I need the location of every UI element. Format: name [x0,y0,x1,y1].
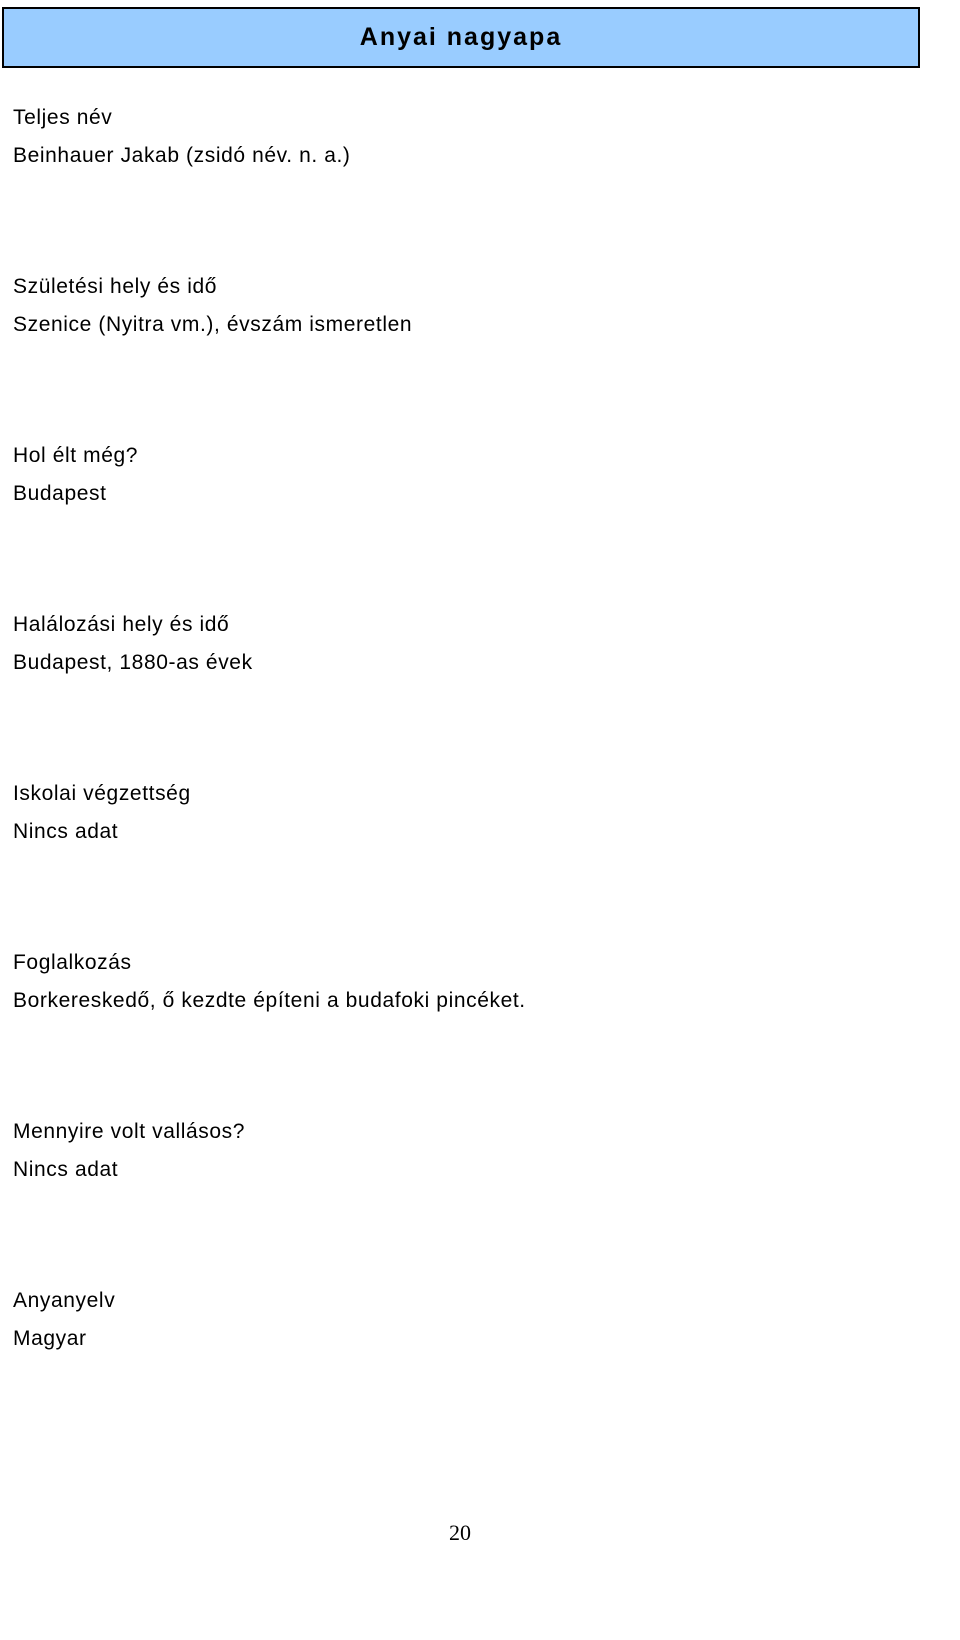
field-value: Beinhauer Jakab (zsidó név. n. a.) [13,144,351,167]
field-religiosity [13,1113,913,1189]
field-birth-place-date [13,268,913,344]
field-value: Nincs adat [13,1158,119,1181]
field-value: Borkereskedő, ő kezdte építeni a budafoki pincéket. [13,989,526,1012]
field-value: Budapest, 1880-as évek [13,651,253,674]
field-label: Anyanyelv [13,1289,116,1312]
field-label: Foglalkozás [13,951,132,974]
field-death-place-date [13,606,913,682]
field-label: Halálozási hely és idő [13,613,230,636]
field-label: Iskolai végzettség [13,782,191,805]
field-value: Szenice (Nyitra vm.), évszám ismeretlen [13,313,413,336]
field-full-name [13,99,913,175]
field-label: Teljes név [13,106,113,129]
page-number: 20 [449,1520,471,1545]
field-mother-tongue [13,1282,913,1358]
field-label: Mennyire volt vallásos? [13,1120,246,1143]
field-occupation [13,944,913,1020]
field-education [13,775,913,851]
field-label: Születési hely és idő [13,275,218,298]
field-value: Nincs adat [13,820,119,843]
field-value: Budapest [13,482,107,505]
section-header [2,7,920,68]
field-other-residence [13,437,913,513]
field-value: Magyar [13,1327,87,1350]
section-title: Anyai nagyapa [359,23,563,51]
field-label: Hol élt még? [13,444,139,467]
